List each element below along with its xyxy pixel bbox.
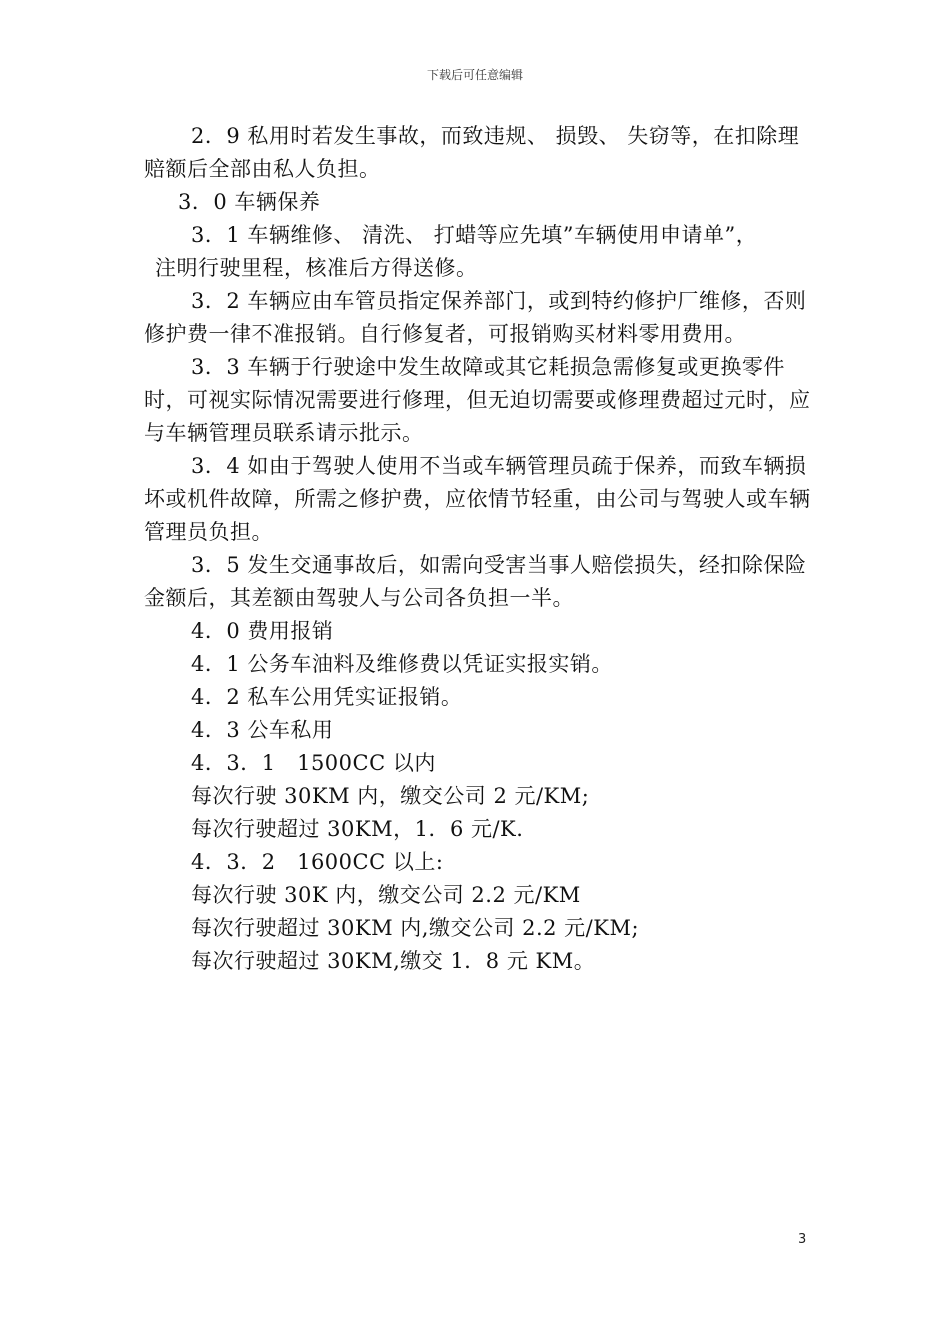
paragraph-3-5: 3．5 发生交通事故后，如需向受害当事人赔偿损失，经扣除保险金额后，其差额由驾驶人与公司各负担一半。 xyxy=(144,553,807,610)
paragraph-3-3: 3．3 车辆于行驶途中发生故障或其它耗损急需修复或更换零件时，可视实际情况需要进行修理，但无迫切需要或修理费超过元时，应与车辆管理员联系请示批示。 xyxy=(144,355,811,445)
paragraph-4-1: 4．1 公务车油料及维修费以凭证实报实销。 xyxy=(191,652,613,676)
paragraph-3-2: 3．2 车辆应由车管员指定保养部门，或到特约修护厂维修，否则修护费一律不准报销。自行修复者，可报销购买材料零用费用。 xyxy=(144,289,807,346)
rate-line: 每次行驶超过 30KM，1．6 元/K. xyxy=(191,817,524,841)
paragraph-4-3-1: 4．3．1 1500CC 以内 xyxy=(191,751,436,775)
section-heading-4-0: 4．0 费用报销 xyxy=(191,619,334,643)
paragraph-4-3: 4．3 公车私用 xyxy=(191,718,334,742)
rate-line: 每次行驶超过 30KM 内,缴交公司 2.2 元/KM; xyxy=(191,916,640,940)
paragraph-3-1: 3．1 车辆维修、 清洗、 打蜡等应先填”车辆使用申请单”， xyxy=(191,223,758,247)
page-header: 下载后可任意编辑 xyxy=(426,68,523,82)
paragraph-2-9: 2．9 私用时若发生事故，而致违规、 损毁、 失窃等，在扣除理赔额后全部由私人负担。 xyxy=(144,124,800,181)
rate-line: 每次行驶 30K 内，缴交公司 2.2 元/KM xyxy=(191,883,581,907)
paragraph-4-3-2: 4．3．2 1600CC 以上: xyxy=(191,850,444,874)
section-heading-3-0: 3．0 车辆保养 xyxy=(178,190,321,214)
document-body xyxy=(144,120,812,978)
rate-line: 每次行驶 30KM 内，缴交公司 2 元/KM; xyxy=(191,784,590,808)
paragraph-3-1-continued: 注明行驶里程，核准后方得送修。 xyxy=(155,256,478,280)
rate-line: 每次行驶超过 30KM,缴交 1．8 元 KM。 xyxy=(191,949,596,973)
paragraph-3-4: 3．4 如由于驾驶人使用不当或车辆管理员疏于保养，而致车辆损坏或机件故障，所需之修护费，应依情节轻重，由公司与驾驶人或车辆管理员负担。 xyxy=(144,454,811,544)
page-number: 3 xyxy=(798,1232,807,1247)
paragraph-4-2: 4．2 私车公用凭实证报销。 xyxy=(191,685,463,709)
